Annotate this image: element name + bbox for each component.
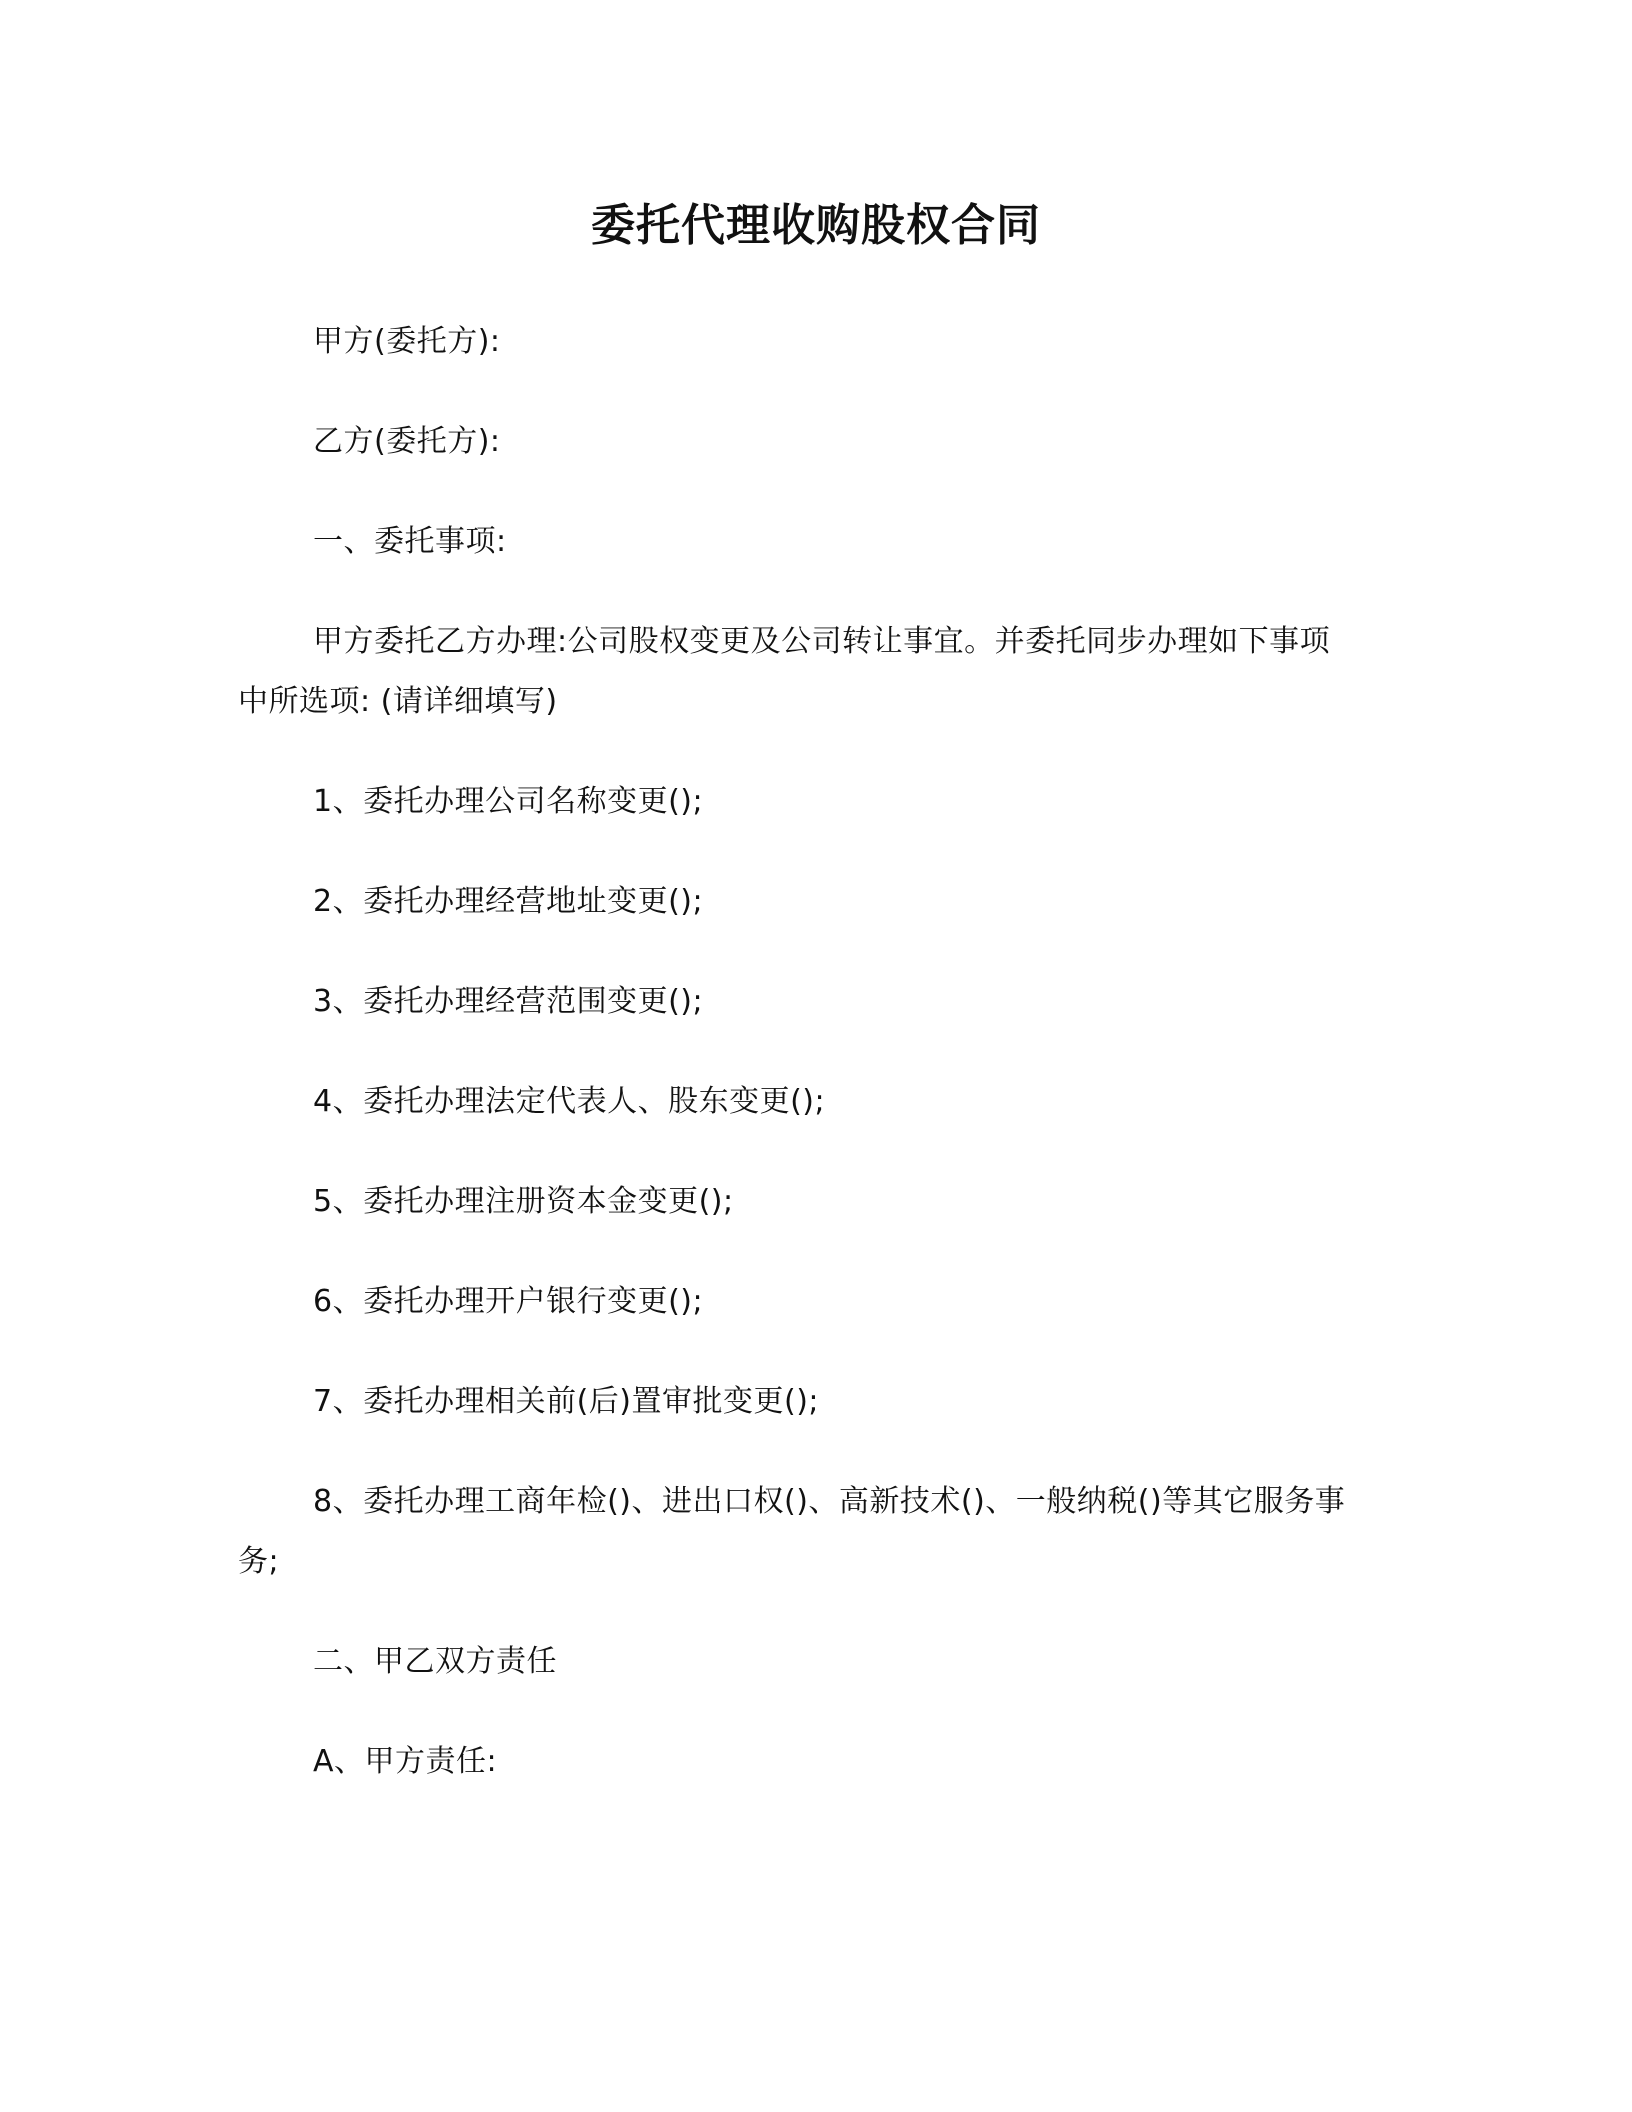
section-1-heading: 一、委托事项: bbox=[313, 524, 507, 559]
document-title: 委托代理收购股权合同 bbox=[591, 200, 1041, 251]
list-item-8-line-2: 务; bbox=[238, 1544, 280, 1579]
section-2-heading: 二、甲乙双方责任 bbox=[313, 1644, 557, 1679]
list-item: 2、委托办理经营地址变更(); bbox=[313, 884, 704, 919]
list-item: 6、委托办理开户银行变更(); bbox=[313, 1284, 704, 1319]
list-item: 4、委托办理法定代表人、股东变更(); bbox=[313, 1084, 826, 1119]
list-item-8-line-1: 8、委托办理工商年检()、进出口权()、高新技术()、一般纳税()等其它服务事 bbox=[313, 1484, 1346, 1519]
list-item: 5、委托办理注册资本金变更(); bbox=[313, 1184, 734, 1219]
list-item: 7、委托办理相关前(后)置审批变更(); bbox=[313, 1384, 820, 1419]
list-item: 1、委托办理公司名称变更(); bbox=[313, 784, 704, 819]
list-item: 3、委托办理经营范围变更(); bbox=[313, 984, 704, 1019]
intro-paragraph-line-2: 中所选项: (请详细填写) bbox=[238, 684, 558, 719]
section-2-a-heading: A、甲方责任: bbox=[313, 1744, 498, 1779]
party-b-label: 乙方(委托方): bbox=[313, 424, 501, 459]
intro-paragraph-line-1: 甲方委托乙方办理:公司股权变更及公司转让事宜。并委托同步办理如下事项 bbox=[313, 624, 1331, 659]
party-a-label: 甲方(委托方): bbox=[313, 324, 501, 359]
